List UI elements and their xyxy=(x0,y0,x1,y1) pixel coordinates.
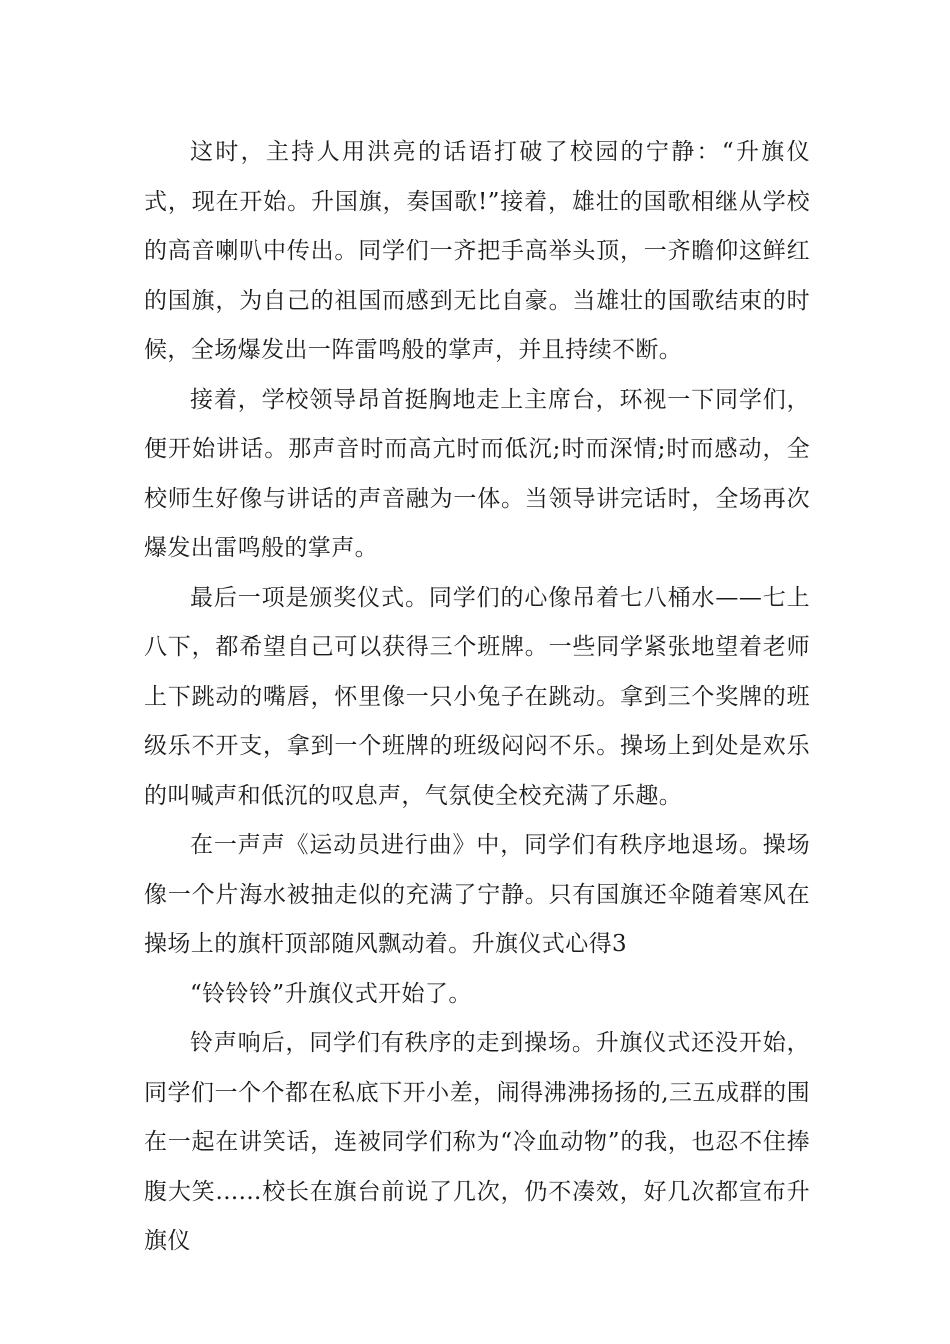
paragraph-3: 最后一项是颁奖仪式。同学们的心像吊着七八桶水——七上八下，都希望自己可以获得三个班牌。一些同学紧张地望着老师上下跳动的嘴唇，怀里像一只小兔子在跳动。拿到三个奖牌的班级乐不开支，拿到一个班牌的班级闷闷不乐。操场上到处是欢乐的叫喊声和低沉的叹息声，气氛使全校充满了乐趣。 xyxy=(144,584,810,809)
paragraph-6: 铃声响后，同学们有秩序的走到操场。升旗仪式还没开始，同学们一个个都在私底下开小差，闹得沸沸扬扬的,三五成群的围在一起在讲笑话，连被同学们称为“冷血动物”的我，也忍不住捧腹大笑......校长在旗台前说了几次，仍不凑效，好几次都宣布升旗仪 xyxy=(144,1030,810,1254)
paragraph-2: 接着，学校领导昂首挺胸地走上主席台，环视一下同学们，便开始讲话。那声音时而高亢时而低沉;时而深情;时而感动，全校师生好像与讲话的声音融为一体。当领导讲完话时，全场再次爆发出雷鸣般的掌声。 xyxy=(144,386,810,561)
document-body xyxy=(144,128,810,1267)
paragraph-5: “铃铃铃”升旗仪式开始了。 xyxy=(190,980,472,1007)
paragraph-4: 在一声声《运动员进行曲》中，同学们有秩序地退场。操场像一个片海水被抽走似的充满了宁静。只有国旗还伞随着寒风在操场上的旗杆顶部随风飘动着。升旗仪式心得3 xyxy=(144,832,810,957)
paragraph-1: 这时，主持人用洪亮的话语打破了校园的宁静：“升旗仪式，现在开始。升国旗，奏国歌!”接着，雄壮的国歌相继从学校的高音喇叭中传出。同学们一齐把手高举头顶，一齐瞻仰这鲜红的国旗，为自己的祖国而感到无比自豪。当雄壮的国歌结束的时候，全场爆发出一阵雷鸣般的掌声，并且持续不断。 xyxy=(144,139,810,363)
